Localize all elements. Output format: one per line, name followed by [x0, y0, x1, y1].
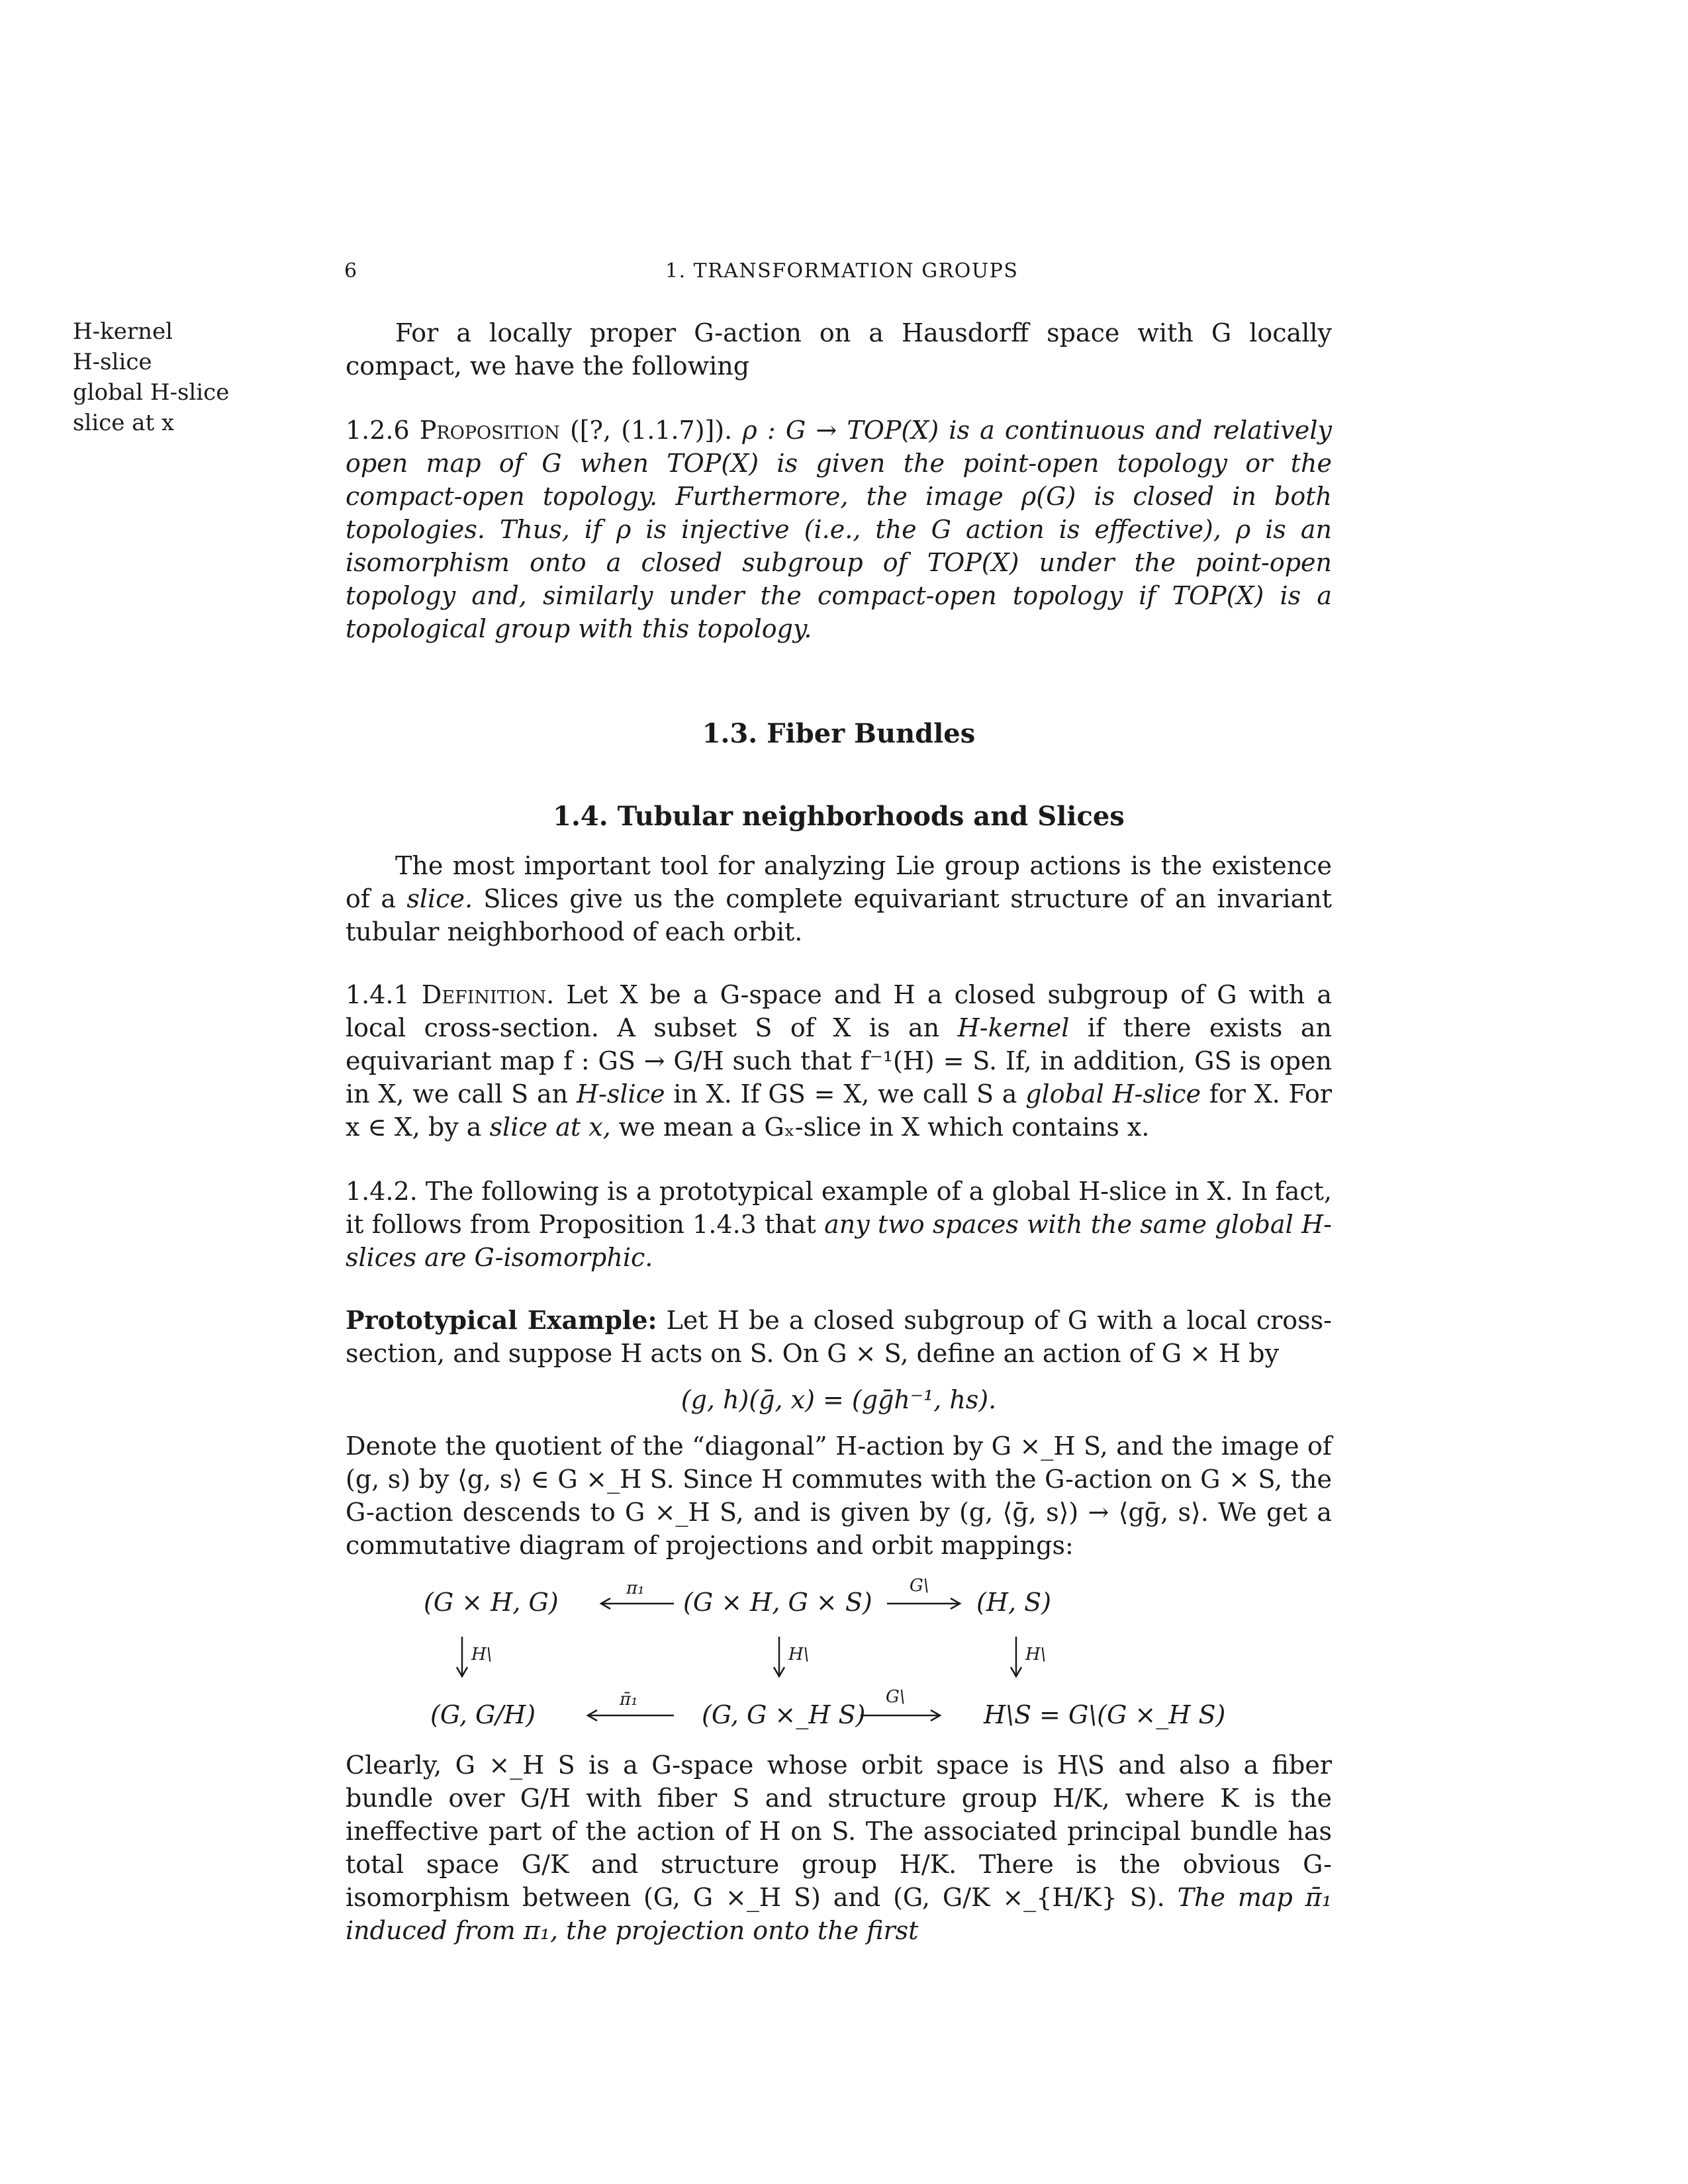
paragraph-1-4-2	[346, 1175, 1332, 1274]
margin-note: H-kernel	[73, 318, 173, 345]
label-pi1-bar: π̄₁	[620, 1690, 638, 1709]
proposition-ref: ([?, (1.1.7)]).	[569, 416, 733, 445]
text-run: if there exists an equivariant map f : GS → G/H such that f⁻¹(H) = S. If, in addition, GS is open in X, we call S an	[346, 1013, 1332, 1109]
emphasis-slice: slice.	[406, 884, 473, 913]
node-top-right: (H, S)	[976, 1588, 1051, 1617]
text-run: we mean a Gₓ-slice in X which contains x.	[610, 1113, 1150, 1142]
quotient-paragraph: Denote the quotient of the “diagonal” H-action by G ×_H S, and the image of (g, s) by ⟨g, s⟩ ∈ G ×_H S. Since H commutes with the G-action on G × S, the G-action descends to G ×_H S, and is given by (g, ⟨ḡ, s⟩) → ⟨gḡ, s⟩. We get a commutative diagram of projections and orbit mappings:	[346, 1432, 1332, 1560]
node-bottom-left: (G, G/H)	[430, 1700, 536, 1729]
label-pi1: π₁	[626, 1578, 645, 1598]
label-h-mid: H\	[788, 1645, 810, 1664]
proposition-body: ρ : G → TOP(X) is a continuous and relatively open map of G when TOP(X) is given the point-open topology or the compact-open topology. Furthermore, the image ρ(G) is closed in both topologies. Thus, if ρ is injective (i.e., the G action is effective), ρ is an isomorphism onto a closed subgroup of TOP(X) under the point-open topology and, similarly under the compact-open topology if TOP(X) is a topological group with this topology.	[346, 416, 1332, 643]
label-h-left: H\	[471, 1645, 492, 1664]
term-slice-at-x: slice at x,	[489, 1113, 611, 1142]
definition-label: 1.4.1 Definition.	[346, 980, 555, 1009]
margin-note: slice at x	[73, 410, 175, 436]
text-run: Let X be a G-space and H a closed subgroup of G with a local cross-section. A subset S of X is an	[346, 980, 1332, 1042]
label-h-right: H\	[1025, 1645, 1047, 1664]
emphasis-claim: any two spaces with the same global H-slices are G-isomorphic.	[346, 1210, 1333, 1272]
label-g-top: G\	[910, 1576, 929, 1596]
page-number: 6	[344, 259, 357, 283]
term-h-slice: H-slice	[576, 1079, 665, 1109]
emphasis-map: The map π̄₁ induced from π₁, the projection onto the first	[346, 1883, 1332, 1945]
text-run: 1.4.2. The following is a prototypical example of a global H-slice in X. In fact, it follows from Proposition 1.4.3 that	[346, 1177, 1332, 1239]
text-run: Clearly, G ×_H S is a G-space whose orbit space is H\S and also a fiber bundle over G/H with fiber S and structure group H/K, where K is the ineffective part of the action of H on S. The associated principal bundle has total space G/K and structure group H/K. There is the obvious G-isomorphism between (G, G ×_H S) and (G, G/K ×_{H/K} S).	[346, 1751, 1332, 1912]
example-label: Prototypical Example:	[346, 1305, 657, 1335]
margin-note: H-slice	[73, 349, 152, 375]
text-run: in X. If GS = X, we call S a	[665, 1079, 1026, 1109]
intro-paragraph: For a locally proper G-action on a Hausdorff space with G locally compact, we have the following	[346, 318, 1332, 381]
text-run: The most important tool for analyzing Lie group actions is the existence of a	[346, 851, 1332, 913]
commutative-diagram	[424, 1578, 1304, 1751]
slice-intro-paragraph	[346, 849, 1332, 948]
text-run: Let H be a closed subgroup of G with a local cross-section, and suppose H acts on S. On G × S, define an action of G × H by	[346, 1306, 1333, 1368]
text-run: Slices give us the complete equivariant structure of an invariant tubular neighborhood of each orbit.	[346, 884, 1332, 946]
node-top-left: (G × H, G)	[424, 1588, 559, 1617]
prototypical-example	[346, 1304, 1332, 1370]
section-heading-1-3: 1.3. Fiber Bundles	[702, 718, 976, 749]
node-bottom-right: H\S = G\(G ×_H S)	[984, 1700, 1226, 1729]
term-global-h-slice: global H-slice	[1025, 1079, 1201, 1109]
definition-1-4-1	[346, 978, 1332, 1144]
label-g-bottom: G\	[886, 1687, 906, 1707]
margin-note: global H-slice	[73, 379, 230, 406]
running-head: 1. TRANSFORMATION GROUPS	[665, 259, 1019, 283]
proposition-label: 1.2.6 Proposition	[346, 416, 560, 445]
fiber-bundle-paragraph	[346, 1749, 1332, 1947]
term-h-kernel: H-kernel	[957, 1013, 1070, 1042]
node-top-mid: (G × H, G × S)	[683, 1588, 872, 1617]
node-bottom-mid: (G, G ×_H S)	[702, 1700, 866, 1729]
section-heading-1-4: 1.4. Tubular neighborhoods and Slices	[553, 801, 1125, 832]
margin-notes	[73, 316, 291, 438]
text-run: for X. For x ∈ X, by a	[346, 1079, 1333, 1142]
display-formula: (g, h)(ḡ, x) = (gḡh⁻¹, hs).	[680, 1385, 997, 1414]
proposition-1-2-6	[346, 414, 1332, 645]
